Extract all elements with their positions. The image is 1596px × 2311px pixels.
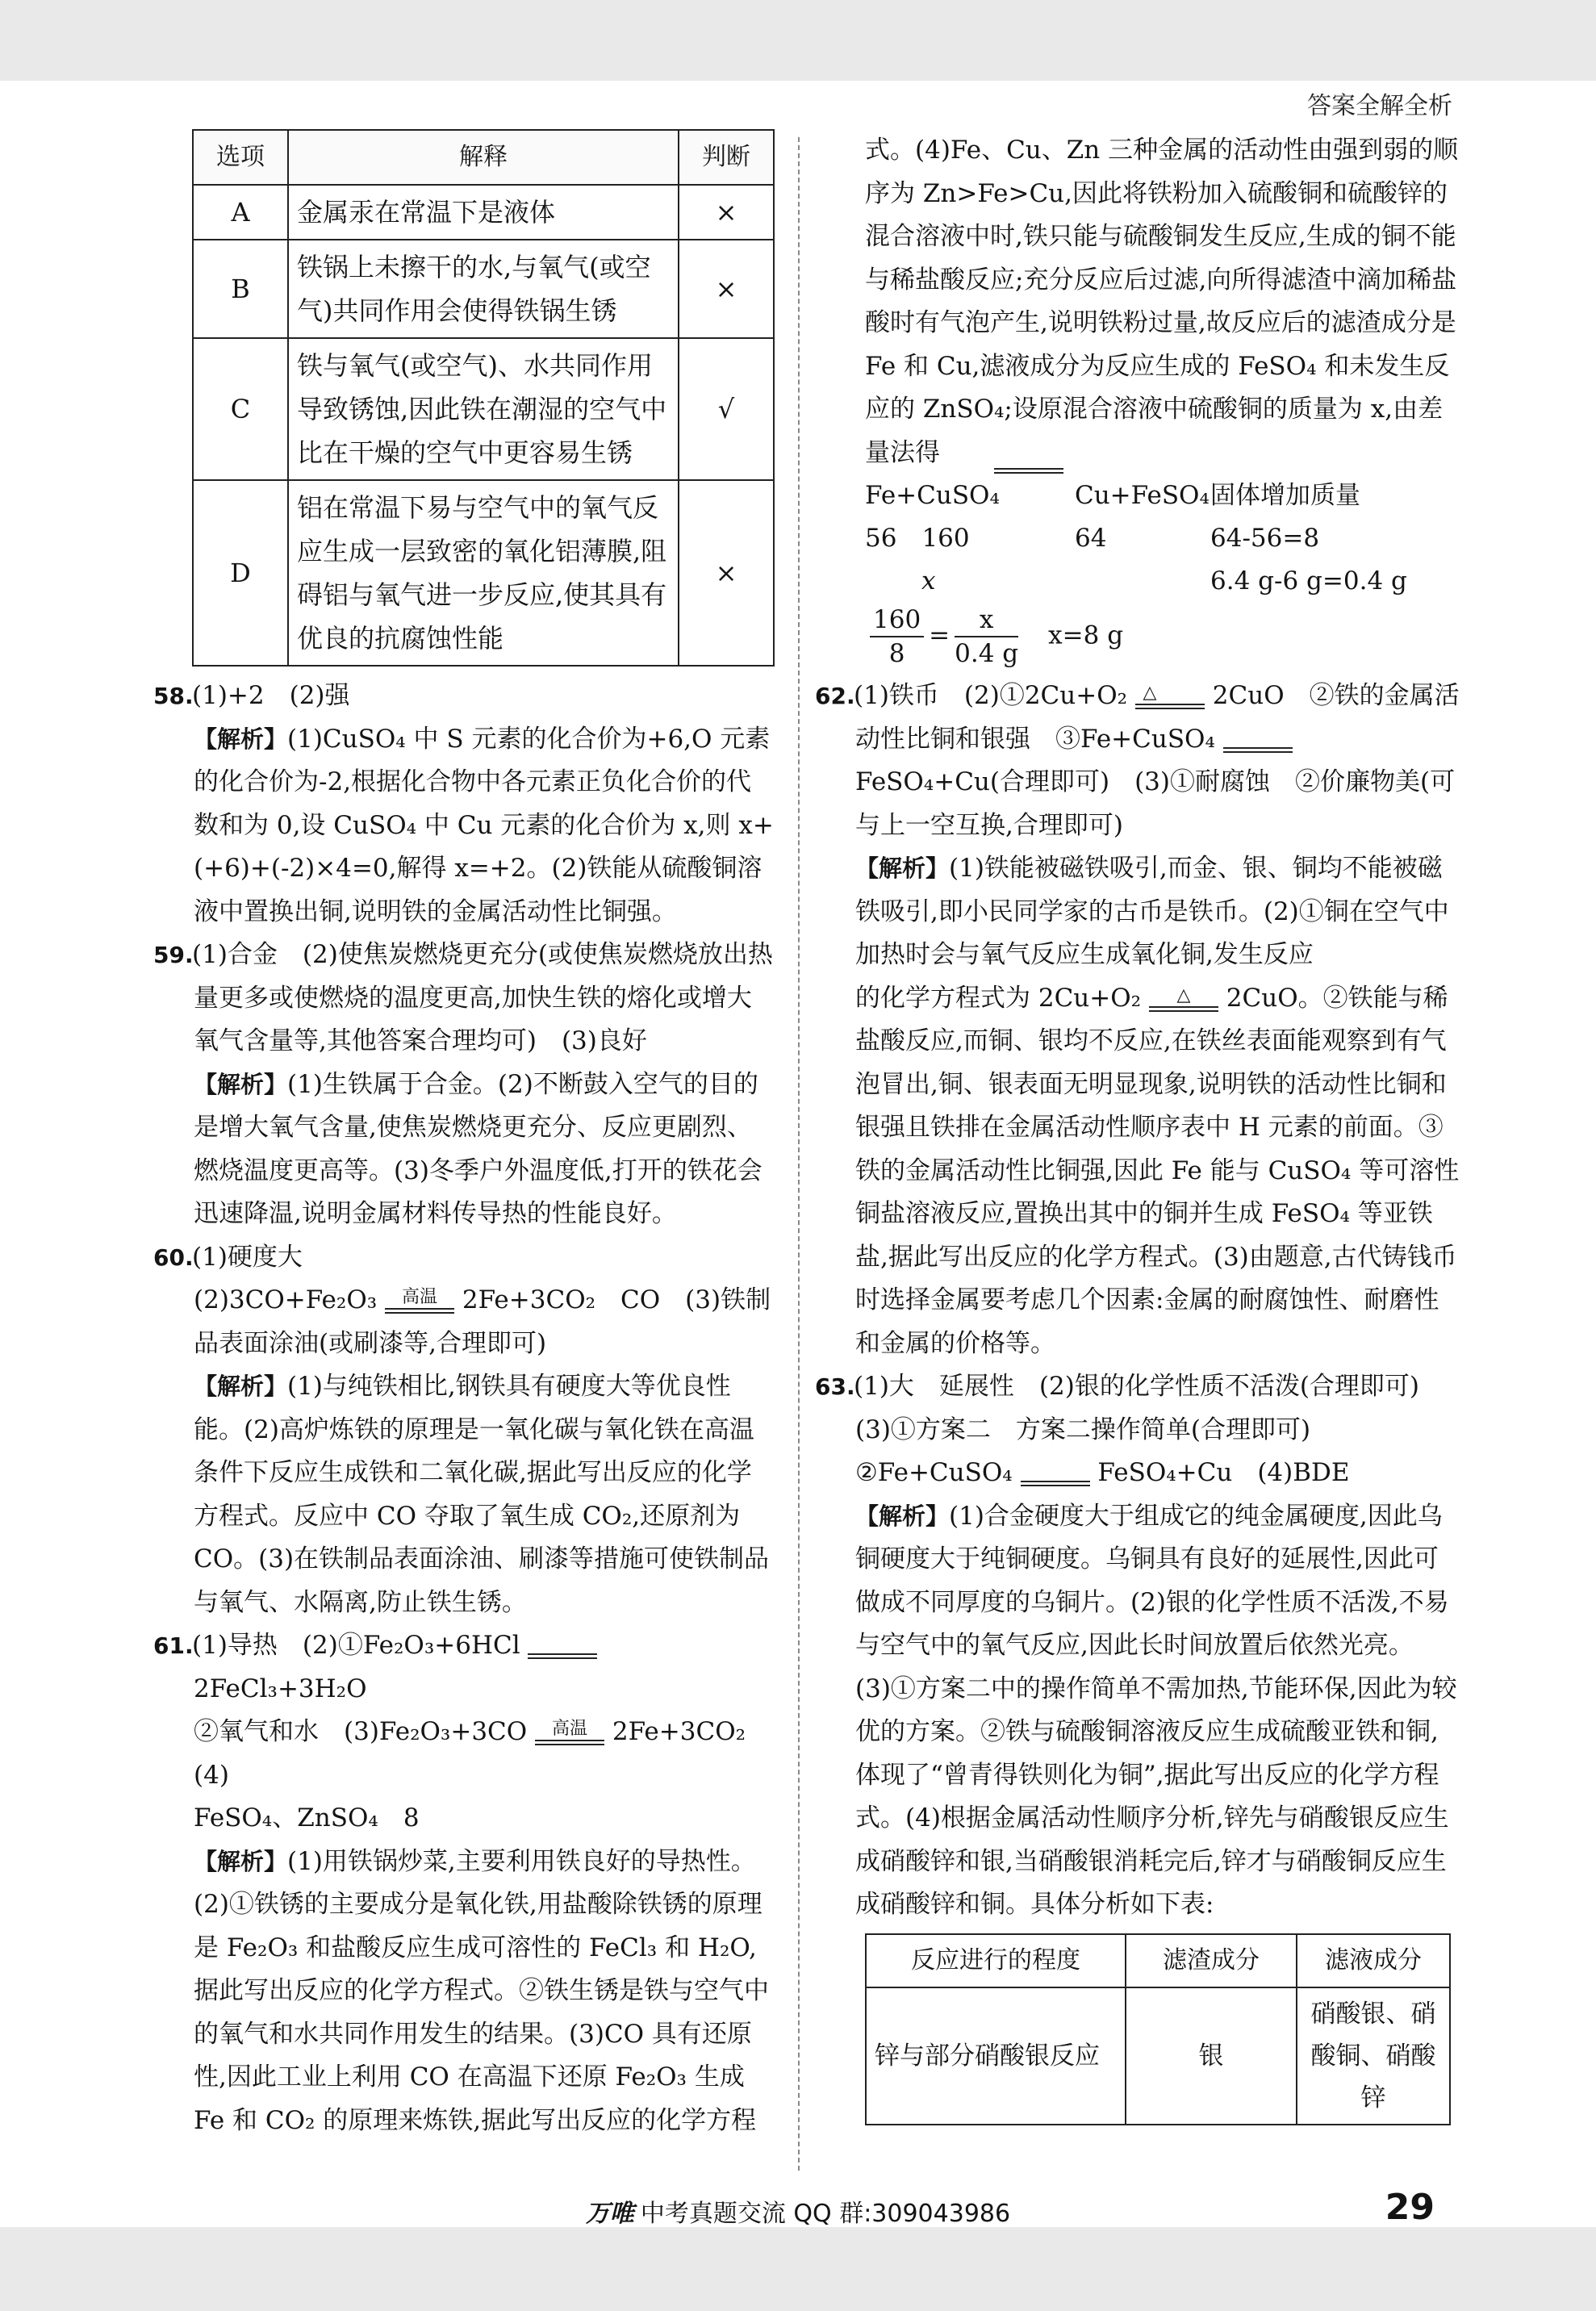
question-60 — [153, 1236, 775, 1280]
question-number: 62. — [815, 683, 855, 709]
table-cell: 硝酸银、硝酸铜、硝酸锌 — [1297, 1987, 1450, 2125]
table-cell: × — [679, 480, 774, 666]
analysis-text: (1)铁能被磁铁吸引,而金、银、铜均不能被磁铁吸引,即小民同学家的古币是铁币。(2)①铜在空气中加热时会与氧气反应生成氧化铜,发生反应 — [855, 854, 1449, 969]
calc-text: 固体增加质量 — [1210, 481, 1360, 510]
calc-text: 6.4 g-6 g=0.4 g — [1210, 566, 1407, 596]
reaction-condition: △ — [1143, 683, 1157, 703]
table-cell: 铁锅上未擦干的水,与氧气(或空气)共同作用会使得铁锅生锈 — [288, 240, 679, 338]
reaction-condition: 高温 — [402, 1287, 438, 1307]
analysis-63 — [815, 1495, 1460, 1927]
analysis-text: (1)生铁属于合金。(2)不断鼓入空气的目的是增大氧气含量,使焦炭燃烧更充分、反应更剧烈、燃烧温度更高等。(3)冬季户外温度低,打开的铁花会迅速降温,说明金属材料传导热的性能良好。 — [194, 1069, 762, 1228]
analysis-text: (1)用铁锅炒菜,主要利用铁良好的导热性。(2)①铁锈的主要成分是氧化铁,用盐酸除铁锈的原理是 Fe₂O₃ 和盐酸反应生成可溶性的 FeCl₃ 和 H₂O,据此写出反应的化学方程式。②铁生锈是铁与空气中的氧气和水共同作用发生的结果。(3)CO 具有还原性,因此工业上利用 CO 在高温下还原 Fe₂O₃ 生成 Fe 和 CO₂ 的原理来炼铁,据此写出反应的化学方程 — [194, 1846, 769, 2135]
footer-text: 中考真题交流 QQ 群:309043986 — [640, 2200, 1011, 2228]
table-cell: 锌与部分硝酸银反应 — [866, 1987, 1126, 2125]
calc-text: 56 160 — [865, 524, 970, 553]
table-cell: × — [679, 240, 774, 338]
table-row — [193, 240, 774, 338]
reaction-arrow — [1223, 728, 1293, 753]
table-row — [193, 480, 774, 666]
table-cell: D — [193, 480, 288, 666]
analysis-60 — [153, 1365, 775, 1624]
reaction-condition: △ — [1176, 984, 1191, 1005]
table-cell: 银 — [1126, 1987, 1297, 2125]
analysis-label: 【解析】 — [194, 725, 288, 753]
answer-text: FeSO₄+Cu(合理即可) (3)①耐腐蚀 ②价廉物美(可与上一空互换,合理即可) — [855, 767, 1456, 840]
equation-left: ②Fe+CuSO₄ — [855, 1458, 1013, 1487]
reaction-arrow — [1021, 1461, 1090, 1486]
question-62 — [815, 675, 1460, 847]
equation-left: (2)3CO+Fe₂O₃ — [194, 1285, 378, 1314]
calc-text: 64 — [1075, 524, 1107, 553]
header-title: 答案全解全析 — [1307, 92, 1452, 120]
fraction-num: 160 — [870, 604, 924, 637]
table-cell: 铝在常温下易与空气中的氧气反应生成一层致密的氧化铝薄膜,阻碍铝与氧气进一步反应,使其具有优良的抗腐蚀性能 — [288, 480, 679, 666]
calc-text: x — [921, 566, 936, 596]
table-cell: 金属汞在常温下是液体 — [288, 185, 679, 240]
equation-right: 2Fe+3CO₂ (4) — [194, 1717, 771, 1790]
analysis-58 — [153, 718, 775, 934]
reaction-arrow — [385, 1289, 454, 1314]
table-header: 反应进行的程度 — [866, 1934, 1126, 1987]
equation-left: (1)导热 (2)①Fe₂O₃+6HCl — [192, 1631, 520, 1660]
answer-table — [192, 129, 775, 667]
table-header-row — [193, 130, 774, 185]
analysis-label: 【解析】 — [194, 1847, 288, 1875]
question-63 — [815, 1365, 1460, 1452]
analysis-table — [865, 1933, 1451, 2125]
reaction-condition: 高温 — [552, 1719, 588, 1739]
answer-text: (1)+2 (2)强 — [192, 681, 350, 710]
calc-result: x=8 g — [1048, 621, 1124, 650]
equation-right: FeSO₄+Cu (4)BDE — [1097, 1458, 1350, 1487]
table-cell: A — [193, 185, 288, 240]
table-cell: × — [679, 185, 774, 240]
table-header: 解释 — [288, 130, 679, 185]
reaction-arrow — [535, 1720, 604, 1745]
table-row — [193, 185, 774, 240]
answer-text: (1)大 延展性 (2)银的化学性质不活泼(合理即可) (3)①方案二 方案二操作简单(合理即可) — [854, 1372, 1445, 1444]
question-number: 61. — [153, 1632, 194, 1659]
table-row — [866, 1987, 1450, 2125]
table-cell: B — [193, 240, 288, 338]
analysis-62 — [815, 847, 1460, 977]
analysis-text: (1)与纯铁相比,钢铁具有硬度大等优良性能。(2)高炉炼铁的原理是一氧化碳与氧化铁在高温条件下反应生成铁和二氧化碳,据此写出反应的化学方程式。反应中 CO 夺取了氧生成 CO₂,还原剂为 CO。(3)在铁制品表面涂油、刷漆等措施可使铁制品与氧气、水隔离,防止铁生锈。 — [194, 1372, 770, 1617]
analysis-text: (1)合金硬度大于组成它的纯金属硬度,因此乌铜硬度大于纯铜硬度。乌铜具有良好的延展性,因此可做成不同厚度的乌铜片。(2)银的化学性质不活泼,不易与空气中的氧气反应,因此长时间放置后依然光亮。(3)①方案二中的操作简单不需加热,节能环保,因此为较优的方案。②铁与硫酸铜溶液反应生成硫酸亚铁和铜,体现了“曾青得铁则化为铜”,据此写出反应的化学方程式。(4)根据金属活动性顺序分析,锌先与硝酸银反应生成硝酸锌和银,当硝酸银消耗完后,锌才与硝酸铜反应生成硝酸锌和铜。具体分析如下表: — [855, 1501, 1457, 1919]
question-number: 60. — [153, 1243, 194, 1271]
calc-text: 64-56=8 — [1210, 524, 1320, 553]
answer-text: (1)硬度大 — [192, 1242, 303, 1272]
table-header: 滤液成分 — [1297, 1934, 1450, 1987]
calculation-block — [815, 474, 1460, 604]
equation-right: 2FeCl₃+3H₂O — [194, 1674, 367, 1703]
calc-text: Fe+CuSO₄ — [865, 481, 1000, 510]
equation-right: 2Fe+3CO₂ CO (3)铁制品表面涂油(或刷漆等,合理即可) — [194, 1285, 771, 1358]
fraction-num: x — [955, 604, 1018, 637]
table-header-row — [866, 1934, 1450, 1987]
analysis-62-part2 — [815, 977, 1460, 1366]
question-59 — [153, 934, 775, 1064]
fraction-den: 8 — [888, 639, 905, 668]
reaction-arrow — [1149, 984, 1218, 1012]
answer-60-equation — [153, 1279, 775, 1365]
question-number: 58. — [153, 683, 194, 709]
reaction-arrow — [1135, 684, 1205, 709]
table-cell: √ — [679, 338, 774, 480]
analysis-61-continued: 式。(4)Fe、Cu、Zn 三种金属的活动性由强到弱的顺序为 Zn>Fe>Cu,因此将铁粉加入硫酸铜和硫酸锌的混合溶液中时,铁只能与硫酸铜发生反应,生成的铜不能与稀盐酸反应;充分反应后过滤,向所得滤渣中滴加稀盐酸时有气泡产生,说明铁粉过量,故反应后的滤渣成分是 Fe 和 Cu,滤液成分为反应生成的 FeSO₄ 和未发生反应的 ZnSO₄;设原混合溶液中硫酸铜的质量为 x,由差量法得 — [865, 136, 1459, 467]
analysis-label: 【解析】 — [194, 1373, 288, 1400]
fraction — [870, 604, 924, 670]
analysis-label: 【解析】 — [855, 855, 950, 882]
answer-text: (1)合金 (2)使焦炭燃烧更充分(或使焦炭燃烧放出热量更多或使燃烧的温度更高,加快生铁的熔化或增大氧气含量等,其他答案合理均可) (3)良好 — [192, 940, 773, 1055]
answer-text: 2CuO ②铁的金属活动性比铜和银强 ③Fe+CuSO₄ — [855, 681, 1460, 754]
fraction-den: 0.4 g — [955, 639, 1019, 668]
table-cell: 铁与氧气(或空气)、水共同作用导致锈蚀,因此铁在潮湿的空气中比在干燥的空气中更容易生锈 — [288, 338, 679, 480]
equation-left: (1)铁币 (2)①2Cu+O₂ — [854, 681, 1128, 710]
equation-left: ②氧气和水 (3)Fe₂O₃+3CO — [194, 1717, 528, 1746]
question-number: 63. — [815, 1373, 855, 1400]
question-61 — [153, 1624, 775, 1711]
answer-61-line3: FeSO₄、ZnSO₄ 8 — [194, 1803, 420, 1833]
left-column — [153, 129, 775, 2142]
analysis-59 — [153, 1064, 775, 1236]
brand-logo: 万唯 — [585, 2200, 634, 2228]
calc-text: Cu+FeSO₄ — [1075, 481, 1210, 510]
reaction-arrow — [528, 1634, 597, 1659]
table-header: 选项 — [193, 130, 288, 185]
table-header: 判断 — [679, 130, 774, 185]
footer — [0, 2193, 1596, 2229]
fraction-equation: $\frac{160}{8}$ = $\frac{x}{0.4 g}$ x=8 g — [815, 604, 1460, 670]
page-number: 29 — [1385, 2187, 1435, 2228]
column-divider — [798, 137, 800, 2171]
table-cell: C — [193, 338, 288, 480]
analysis-label: 【解析】 — [855, 1502, 950, 1530]
fraction — [955, 604, 1018, 670]
analysis-text: 2CuO。②铁能与稀盐酸反应,而铜、银均不反应,在铁丝表面能观察到有气泡冒出,铜、银表面无明显现象,说明铁的活动性比铜和银强且铁排在金属活动性顺序表中 H 元素的前面。③铁的金属活动性比铜强,因此 Fe 能与 CuSO₄ 等可溶性铜盐溶液反应,置换出其中的铜并生成 FeSO₄ 等亚铁盐,据此写出反应的化学方程式。(3)由题意,古代铸钱币时选择金属要考虑几个因素:金属的耐腐蚀性、耐磨性和金属的价格等。 — [855, 983, 1460, 1358]
right-column — [815, 129, 1460, 2125]
analysis-label: 【解析】 — [194, 1070, 288, 1098]
table-header: 滤渣成分 — [1126, 1934, 1297, 1987]
question-number: 59. — [153, 942, 194, 968]
analysis-61 — [153, 1841, 775, 2143]
analysis-text: (1)CuSO₄ 中 S 元素的化合价为+6,O 元素的化合价为-2,根据化合物中各元素正负化合价的代数和为 0,设 CuSO₄ 中 Cu 元素的化合价为 x,则 x+(+6)+(-2)×4=0,解得 x=+2。(2)铁能从硫酸铜溶液中置换出铜,说明铁的金属活动性比铜强。 — [194, 724, 774, 926]
answer-61-line2 — [153, 1711, 775, 1797]
analysis-text: 的化学方程式为 2Cu+O₂ — [855, 983, 1142, 1013]
question-58 — [153, 675, 775, 718]
answer-63-line2 — [815, 1452, 1460, 1495]
table-row — [193, 338, 774, 480]
